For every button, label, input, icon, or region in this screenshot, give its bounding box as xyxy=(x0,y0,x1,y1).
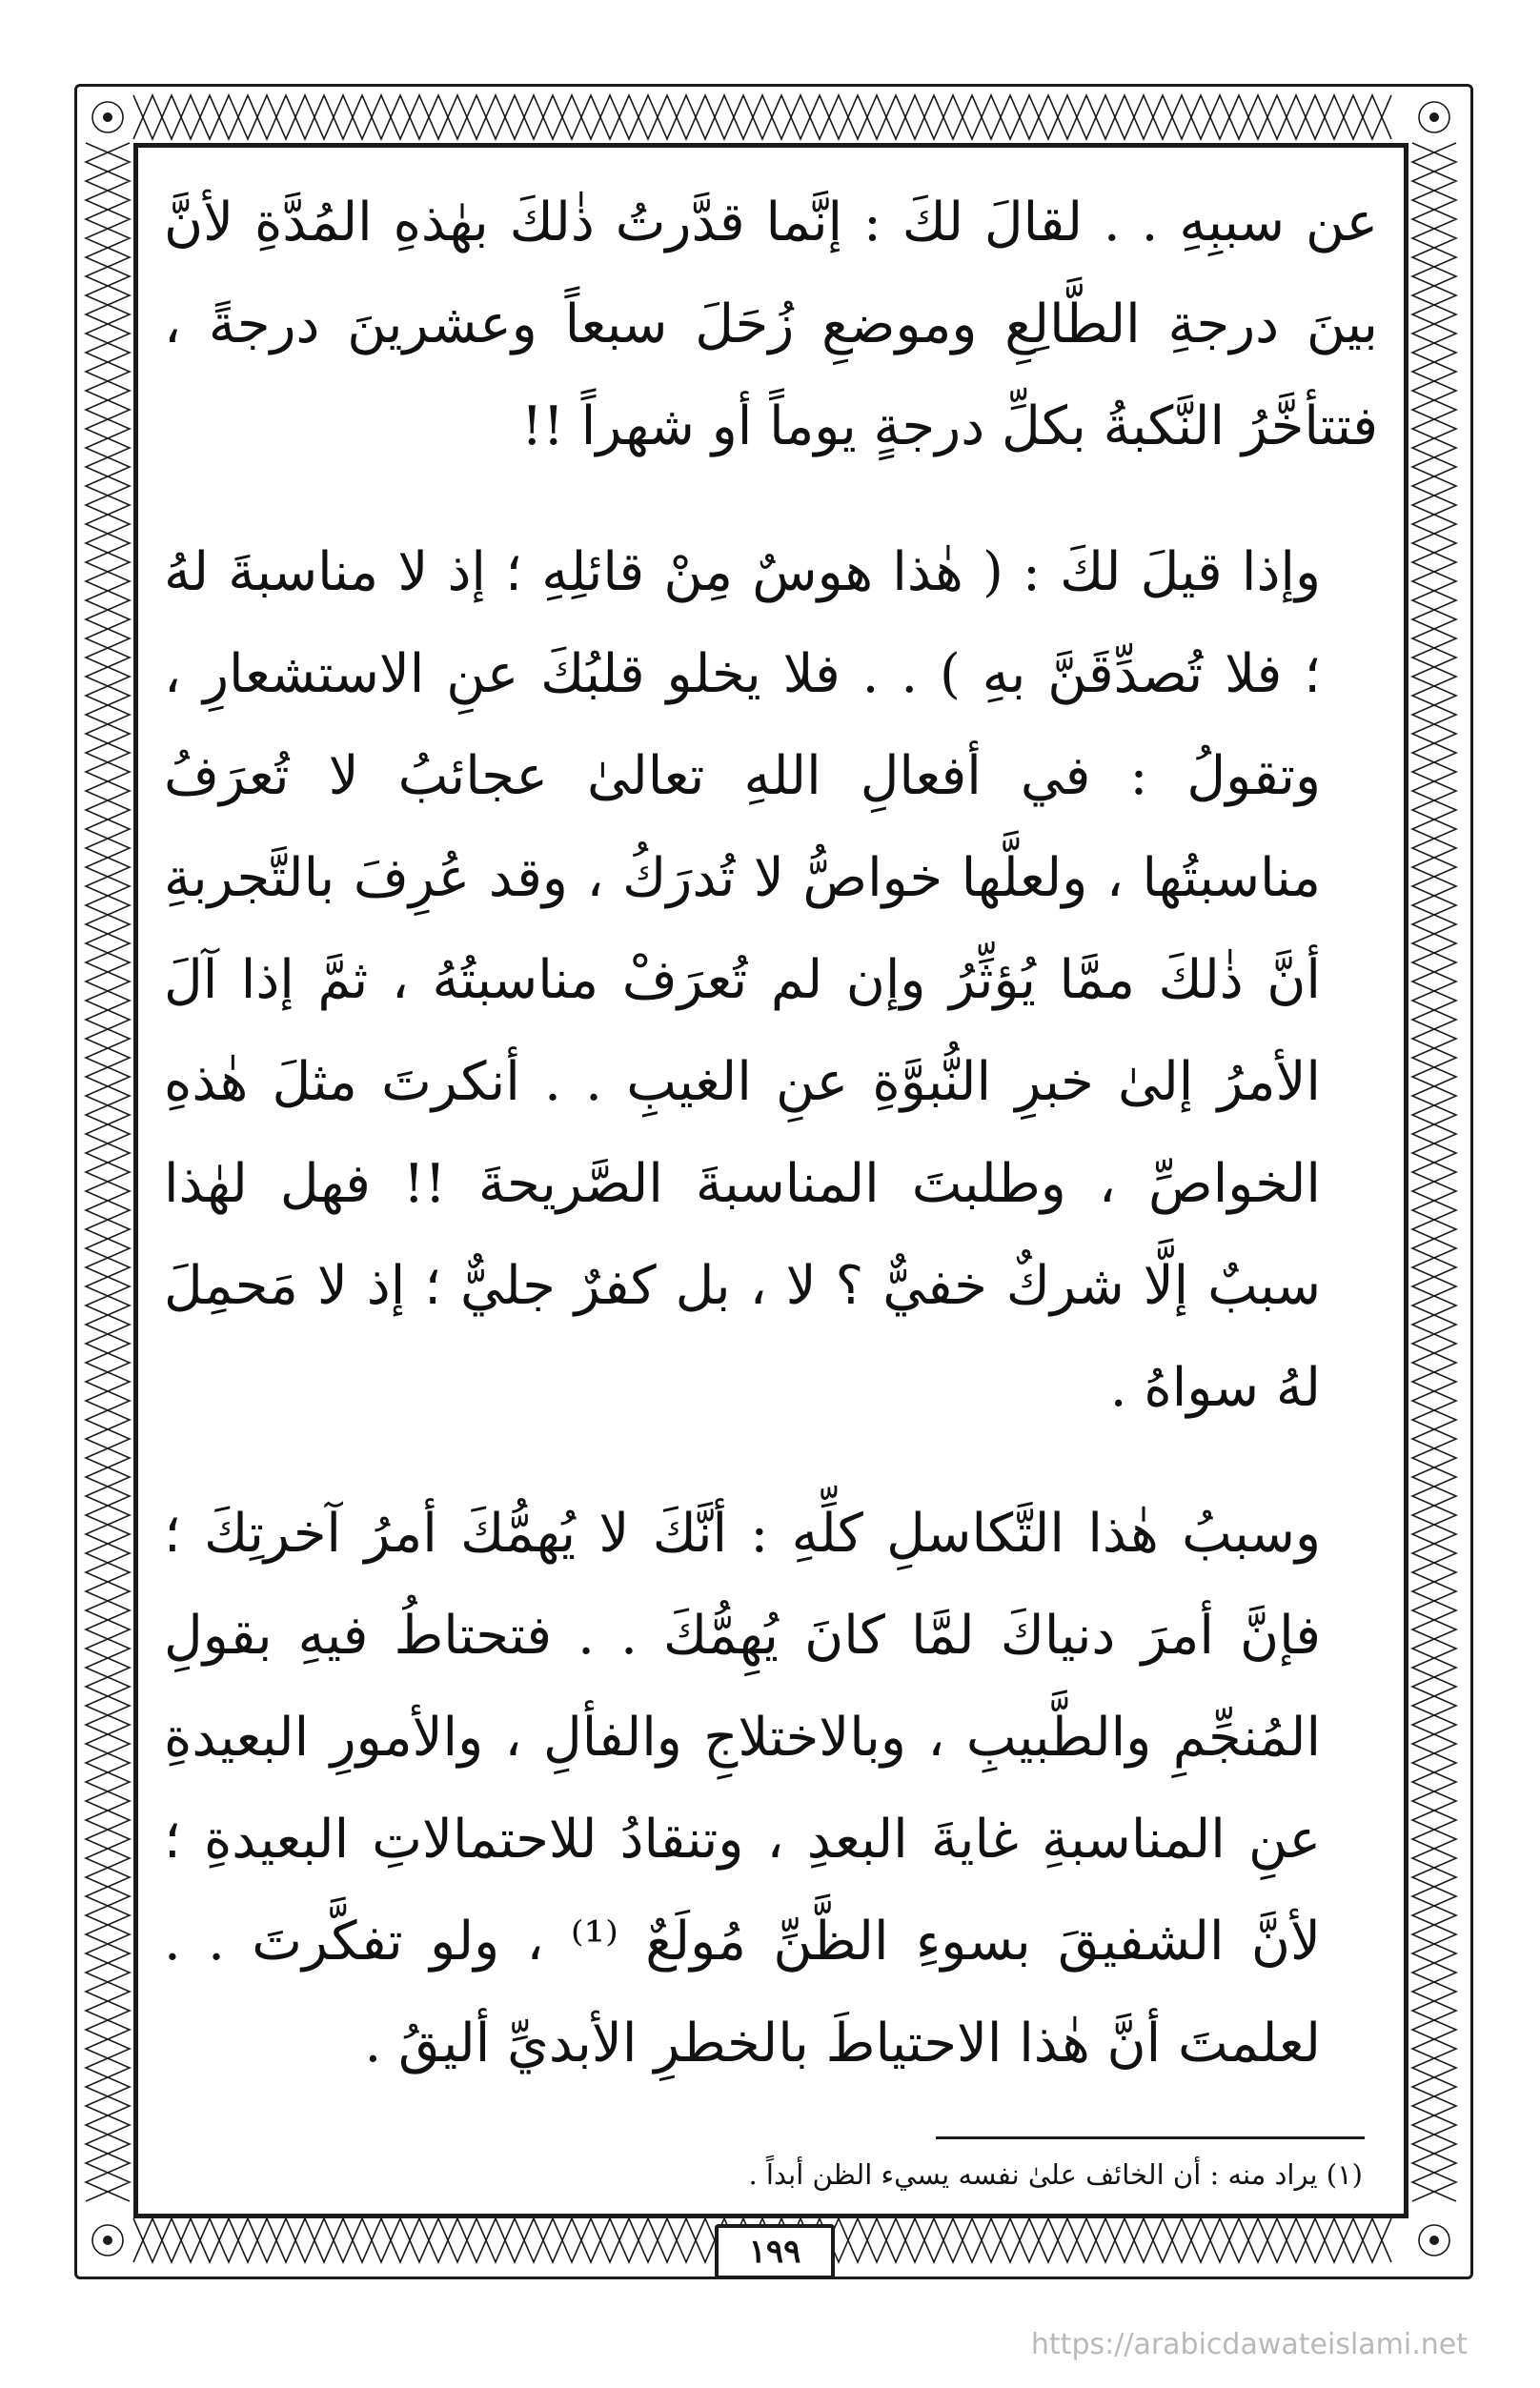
footnote: (١) يراد منه : أن الخائف علىٰ نفسه يسيء الظن أبداً . xyxy=(748,2158,1363,2191)
page-body xyxy=(164,172,1378,2095)
paragraph-2: وإذا قيلَ لكَ : ( هٰذا هوسٌ مِنْ قائلِهِ ؛ إذ لا مناسبةَ لهُ ؛ فلا تُصدِّقَنَّ بهِ ) . . فلا يخلو قلبُكَ عنِ الاستشعارِ ، وتقولُ : في أفعالِ اللهِ تعالىٰ عجائبُ لا تُعرَفُ مناسبتُها ، ولعلَّها خواصُّ لا تُدرَكُ ، وقد عُرِفَ بالتَّجربةِ أنَّ ذٰلكَ ممَّا يُؤثِّرُ وإن لم تُعرَفْ مناسبتُهُ ، ثمَّ إذا آلَ الأمرُ إلىٰ خبرِ النُّبوَّةِ عنِ الغيبِ . . أنكرتَ مثلَ هٰذهِ الخواصِّ ، وطلبتَ المناسبةَ الصَّريحةَ !! فهل لهٰذا سببٌ إلَّا شركٌ خفيٌّ ؟ لا ، بل كفرٌ جليٌّ ؛ إذ لا مَحمِلَ لهُ سواهُ . xyxy=(164,541,1321,1419)
page-number: ١٩٩ xyxy=(715,2224,835,2279)
watermark-url: https://arabicdawateislami.net xyxy=(1030,2328,1468,2361)
paragraph-3: وسببُ هٰذا التَّكاسلِ كلِّهِ : أنَّكَ لا يُهمُّكَ أمرُ آخرتِكَ ؛ فإنَّ أمرَ دنياكَ لمَّا كانَ يُهِمُّكَ . . فتحتاطُ فيهِ بقولِ المُنجِّمِ والطَّبيبِ ، وبالاختلاجِ والفألِ ، والأمورِ البعيدةِ عنِ المناسبةِ غايةَ البعدِ ، وتنقادُ للاحتمالاتِ البعيدةِ ؛ لأنَّ الشفيقَ بسوءِ الظَّنِّ مُولَعٌ ⁽¹⁾ ، ولو تفكَّرتَ . . لعلمتَ أنَّ هٰذا الاحتياطَ بالخطرِ الأبديِّ أليقُ . xyxy=(164,1503,1321,2074)
paragraph-1: عن سببِهِ . . لقالَ لكَ : إنَّما قدَّرتُ ذٰلكَ بهٰذهِ المُدَّةِ لأنَّ بينَ درجةِ الطَّالِعِ وموضعِ زُحَلَ سبعاً وعشرينَ درجةً ، فتتأخَّرُ النَّكبةُ بكلِّ درجةٍ يوماً أو شهراً !! xyxy=(164,192,1378,457)
footnote-divider xyxy=(936,2136,1365,2139)
